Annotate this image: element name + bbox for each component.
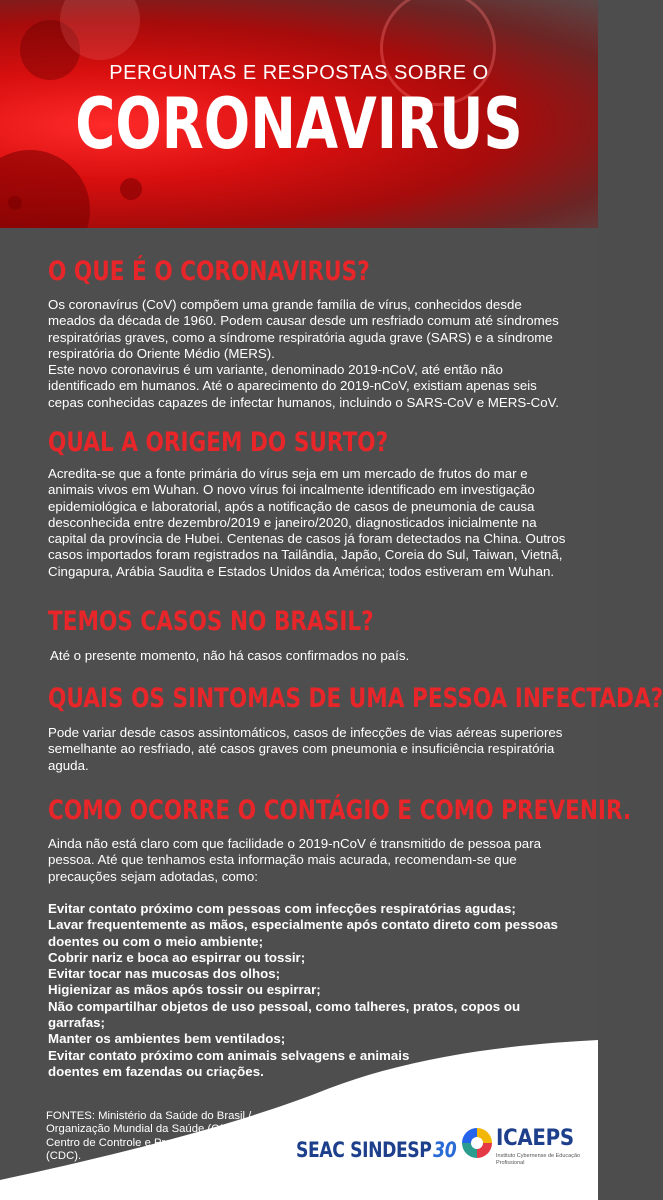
icaeps-logo-name: ICAEPS [496,1126,574,1151]
paragraph: Ainda não está claro com que facilidade o 2019-nCoV é transmitido de pessoa para pessoa. Até que tenhamos esta informação mais acurada, recomendam-se que precauções sejam adotadas, como: [48,836,542,884]
icaeps-mark-icon [462,1128,492,1158]
section-body-contagion [48,836,568,885]
list-item: Evitar tocar nas mucosas dos olhos; [48,966,281,982]
paragraph: Pode variar desde casos assintomáticos, casos de infecções de vias aéreas superiores semelhante ao resfriado, até casos graves com pneumonia e insuficiência respiratória aguda. [48,725,563,773]
section-title-symptoms: QUAIS OS SINTOMAS DE UMA PESSOA INFECTADA? [48,683,663,714]
section-body-symptoms [48,725,568,774]
list-item: Evitar contato próximo com pessoas com infecções respiratórias agudas; [48,901,516,916]
icaeps-logo [462,1126,582,1170]
seac-sindesp-logo [296,1128,456,1162]
list-item: Manter os ambientes bem ventilados; [48,1031,286,1047]
section-title-origin: QUAL A ORIGEM DO SURTO? [48,427,389,458]
paragraph: Este novo coronavirus é um variante, denominado 2019-nCoV, até então não identificado em humanos. Até o aparecimento do 2019-nCoV, existiam apenas seis cepas conhecidas capazes de infectar humanos, incluindo o SARS-CoV e MERS-CoV. [48,362,559,410]
paragraph: Os coronavírus (CoV) compõem uma grande família de vírus, conhecidos desde meados da década de 1960. Podem causar desde um resfriado comum até síndromes respiratórias graves, como a síndrome respiratória aguda grave (SARS) e a síndrome respiratória do Oriente Médio (MERS). [48,297,559,361]
icaeps-logo-subtitle: Instituto Cybernense de Educação Profissional [496,1153,581,1166]
section-title-brazil: TEMOS CASOS NO BRASIL? [48,606,374,637]
section-body-brazil [50,648,570,664]
virus-decoration [8,196,22,210]
seac-logo-anniversary: 30 [433,1138,457,1162]
sources-note: FONTES: Ministério da Saúde do Brasil / Organização Mundial da Saúde (OMS) / Centro de Controle e Prevenção de Doenças (CDC). [46,1110,272,1162]
list-item: Cobrir nariz e boca ao espirrar ou tossir; [48,949,306,965]
header-title: CORONAVIRUS [75,83,523,165]
paragraph: Acredita-se que a fonte primária do vírus seja em um mercado de frutos do mar e animais vivos em Wuhan. O novo vírus foi incalmente identificado em investigação epidemiológica e laboratorial, após a notificação de casos de pneumonia de causa desconhecida entre dezembro/2019 e janeiro/2020, diagnosticados inicialmente na capital da província de Hubei. Centenas de casos já foram detectados na China. Outros casos importados foram registrados na Tailândia, Japão, Coreia do Sul, Taiwan, Vietnã, Cingapura, Arábia Saudita e Estados Unidos da América; todos estiveram em Wuhan. [48,466,566,579]
section-title-what-is: O QUE É O CORONAVIRUS? [48,256,370,287]
list-item: Evitar contato próximo com animais selvagens e animais doentes em fazendas ou criações. [48,1047,410,1079]
seac-logo-text: SEAC SINDESP [296,1138,432,1162]
section-title-contagion: COMO OCORRE O CONTÁGIO E COMO PREVENIR. [48,795,632,826]
paragraph: Até o presente momento, não há casos confirmados no país. [50,648,410,663]
virus-decoration [120,178,142,200]
section-body-origin [48,466,568,580]
header-pretitle: PERGUNTAS E RESPOSTAS SOBRE O [109,62,489,84]
list-item: Não compartilhar objetos de uso pessoal, como talheres, pratos, copos ou garrafas; [48,998,521,1031]
section-body-what-is [48,297,568,411]
header-banner [0,0,598,228]
list-item: Lavar frequentemente as mãos, especialmente após contato direto com pessoas doentes ou com o meio ambiente; [48,917,558,949]
list-item: Higienizar as mãos após tossir ou espirrar; [48,982,321,998]
